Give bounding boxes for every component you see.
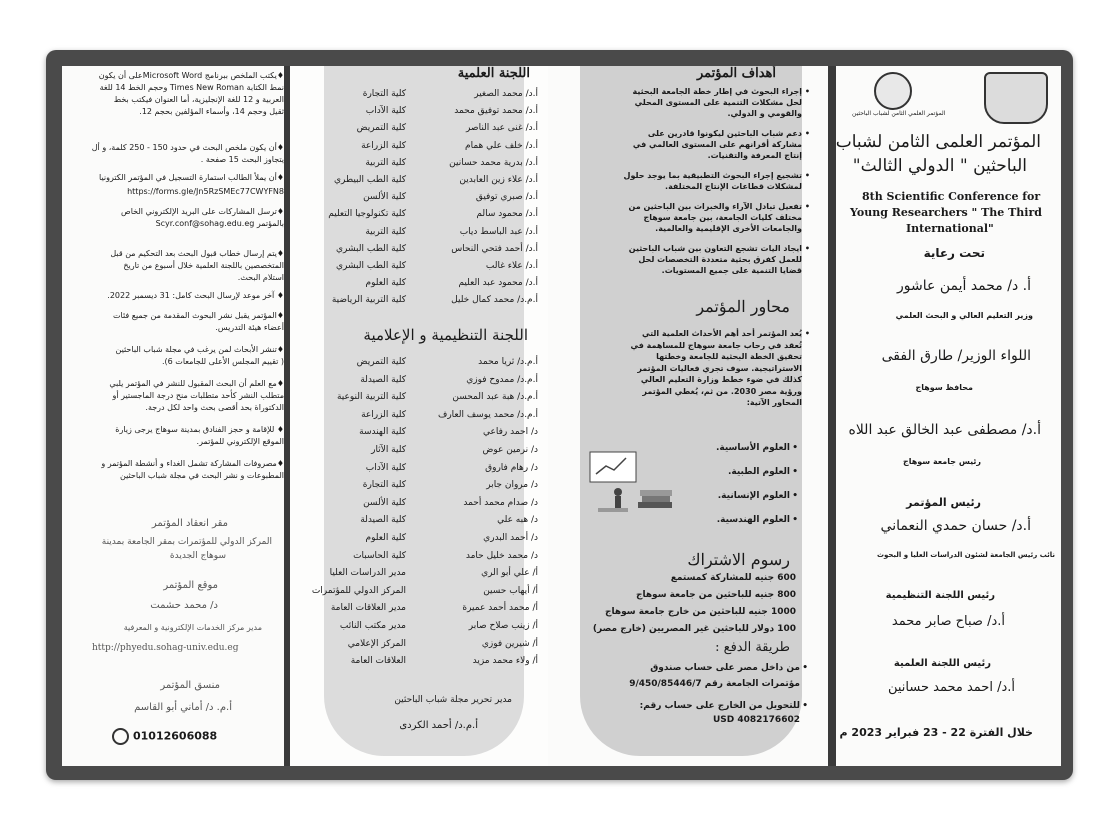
phone-number[interactable]: 01012606088 — [133, 729, 218, 743]
committee-member-faculty: كلية الألسن — [363, 192, 406, 203]
title-en-1: 8th Scientific Conference for — [862, 190, 1041, 203]
site-person: د/ محمد حشمت — [150, 600, 218, 611]
payment-title: طريقة الدفع : — [715, 640, 790, 655]
title-ar-2: الباحثين " الدولي الثالث" — [852, 156, 1027, 176]
organizer-unit: كلية التربية النوعية — [336, 392, 406, 403]
axes-intro-line: تُعقد في رحاب جامعة سوهاج للمساهمة في — [630, 340, 802, 350]
organizer-name: أ.م.د/ هبة عبد المحسن — [452, 392, 538, 403]
committee-member-name: أ.د/ علاء زين العابدين — [459, 175, 538, 185]
instruction-line: متطلب النشر كأحد متطلبات منح درجة الماجستير أو — [112, 391, 284, 400]
committee-member-name: أ.د/ غنى عبد الناصر — [465, 123, 538, 134]
university-seal-icon — [984, 72, 1048, 124]
payment-foreign-line: USD 4082176602 — [712, 715, 800, 725]
instruction-line: المطبوعات و نشر البحث في مجلة شباب الباحثين — [119, 471, 284, 480]
chair-role: نائب رئيس الجامعة لشئون الدراسات العليا و البحوث — [876, 551, 1055, 559]
organizer-name: د/ نرمين عوض — [482, 445, 538, 455]
panel-cover — [836, 66, 1061, 766]
goal-line: • إجراء البحوث في إطار خطة الجامعة البحثية — [633, 86, 802, 97]
axis-item: • العلوم الأساسية. — [716, 442, 790, 454]
patron-2-role: محافظ سوهاج — [915, 383, 973, 392]
organizer-name: أ/ علي أبو الري — [481, 568, 538, 579]
venue-line-2: سوهاج الجديدة — [169, 551, 226, 561]
fee-line: 100 دولار للباحثين غير المصريين (خارج مصر) — [592, 624, 796, 634]
goal-line: والجامعات الأخرى الإقليمية والعالمية. — [655, 224, 802, 233]
committee-member-name: أ.د/ بدرية محمد حسانين — [449, 157, 538, 168]
scientific-committee-title: اللجنة العلمية — [457, 66, 530, 81]
instruction-line: ♦يكتب الملخص ببرنامج Microsoft Wordعلى أن يكون — [98, 71, 284, 80]
goal-line: قضايا التنمية على جميع المستويات. — [661, 266, 802, 275]
goal-line: لحل مشكلات التنمية على المستوى المحلي — [634, 98, 802, 107]
org-head-name: أ.د/ صباح صابر محمد — [891, 614, 1005, 629]
committee-member-faculty: كلية تكنولوجيا التعليم — [328, 209, 406, 220]
organizer-unit: المركز الإعلامي — [347, 638, 406, 649]
organizer-unit: كلية التجارة — [362, 480, 406, 491]
patron-1-name: أ. د/ محمد أيمن عاشور — [897, 278, 1031, 294]
coordinator-name: أ.م. د/ أماني أبو القاسم — [134, 702, 232, 713]
organizer-name: د/ رهام فاروق — [485, 462, 538, 473]
organizer-name: د/ احمد رفاعي — [482, 427, 538, 438]
organizer-unit: كلية الألسن — [363, 497, 406, 508]
committee-member-faculty: كلية التمريض — [356, 123, 406, 134]
organizer-name: د/ مروان جابر — [486, 480, 538, 491]
committee-member-faculty: كلية الطب البشري — [336, 261, 406, 271]
committee-member-name: أ.د/ علاء غالب — [485, 261, 538, 271]
goal-line: لمشكلات قطاعات الإنتاج المختلفة. — [665, 182, 802, 191]
axes-intro-line: المحاور الآتية: — [746, 398, 802, 407]
axes-title: محاور المؤتمر — [696, 297, 790, 316]
committee-member-name: أ.د/ محمد الصغير — [474, 89, 538, 99]
organizer-unit: كلية التمريض — [356, 357, 406, 367]
patron-1-role: وزير التعليم العالي و البحث العلمي — [895, 311, 1033, 320]
axis-item: • العلوم الهندسية. — [717, 514, 790, 526]
instruction-line: ♦ترسل المشاركات على البريد الإلكتروني الخاص — [121, 207, 284, 216]
committee-member-name: أ.م.د/ محمد كمال خليل — [451, 295, 538, 306]
organizer-unit: كلية الزراعة — [361, 409, 406, 420]
organizer-unit: كلية الآداب — [365, 462, 406, 473]
site-url[interactable]: http://phyedu.sohag-univ.edu.eg — [92, 643, 239, 653]
instruction-line: ♦تنشر الأبحاث لمن يرغب في مجلة شباب الباحثين — [115, 345, 284, 354]
axes-intro-line: • يُعد المؤتمر أحد أهم الأحداث العلمية التي — [642, 328, 802, 339]
fee-line: 1000 جنيه للباحثين من خارج جامعة سوهاج — [605, 607, 796, 617]
organizer-unit: كلية الحاسبات — [353, 550, 406, 561]
organizer-unit: كلية الصيدلة — [360, 515, 406, 526]
chair-name: أ.د/ حسان حمدي النعماني — [880, 518, 1031, 534]
site-title: موقع المؤتمر — [163, 580, 218, 591]
instruction-line: ( تقييم المجلس الأعلى للجامعات 6). — [162, 357, 284, 366]
organizer-unit: مدير العلاقات العامة — [330, 603, 406, 614]
editor-title: مدير تحرير مجلة شباب الباحثين — [394, 695, 512, 705]
instruction-line[interactable]: بالمؤتمر Scyr.conf@sohag.edu.eg — [155, 219, 284, 228]
panel-committees — [290, 66, 548, 766]
instruction-line: يتجاوز البحث 15 صفحة . — [200, 155, 284, 164]
instruction-line: ♦مصروفات المشاركة تشمل الغداء و أنشطة المؤتمر و — [101, 459, 284, 468]
organizer-name: أ/ ولاء محمد مزيد — [472, 656, 538, 667]
goal-line: للعمل كفرق بحثية متعددة التخصصات لحل — [638, 255, 802, 264]
venue-line-1: المركز الدولي للمؤتمرات بمقر الجامعة بمدينة — [101, 537, 272, 547]
instruction-line: نمط الكتابة Times New Roman وحجم الخط 14 للغة — [99, 83, 284, 92]
axes-intro-line: تحقيق الخطة البحثية للجامعة وخطتها — [656, 352, 802, 361]
organizer-name: أ/ محمد أحمد عميرة — [462, 603, 538, 614]
committee-member-faculty: كلية الطب البيطري — [333, 175, 406, 185]
committee-member-faculty: كلية التربية الرياضية — [331, 295, 406, 306]
organizer-name: د/ أحمد البدري — [483, 533, 538, 543]
instruction-line: ♦ للإقامة و حجز الفنادق بمدينة سوهاج يرجى زيارة — [115, 425, 284, 434]
axes-intro-line: الاستراتيجية. سوف تجري فعاليات المؤتمر — [637, 363, 802, 373]
goal-line: مشاركة أقرانهم على المستوى العالمي في — [632, 140, 802, 149]
payment-domestic-line: مؤتمرات الجامعة رقم 9/450/85446/7 — [629, 679, 800, 689]
instruction-line: ♦أن يملأ الطالب استمارة التسجيل في المؤتمر الكترونيا — [99, 173, 284, 182]
logo-caption: المؤتمر العلمي الثامن لشباب الباحثين — [852, 110, 946, 117]
goal-line: • ايجاد اليات تشجع التعاون بين شباب الباحثين — [629, 243, 802, 254]
instruction-line: الدكتوراة بحد أقصى بحث واحد لكل درجة. — [145, 403, 284, 412]
axes-intro-line: ورؤية مصر 2030. من ثم، يُغطي المؤتمر — [642, 386, 802, 396]
patronage-title: تحت رعاية — [923, 246, 985, 260]
patron-3-name: أ.د/ مصطفى عبد الخالق عبد اللاه — [848, 422, 1041, 438]
committee-member-name: أ.د/ أحمد فتحي النحاس — [451, 243, 538, 254]
committee-member-name: أ.د/ محمود عبد العليم — [458, 278, 538, 289]
goal-line: والقومي و الدولي. — [727, 109, 802, 118]
panel-goals — [548, 66, 830, 766]
goal-line: • تشجيع إجراء البحوث التطبيقية بما يوجد حلول — [624, 170, 802, 181]
instruction-line: الموقع الإلكتروني للمؤتمر. — [196, 437, 284, 446]
goal-line: • دعم شباب الباحثين ليكونوا قادرين على — [648, 128, 802, 139]
goals-title: أهداف المؤتمر — [696, 66, 776, 81]
research-illustration-icon — [588, 450, 676, 516]
instruction-line: ♦مع العلم أن البحث المقبول للنشر في المؤتمر يلبي — [109, 379, 284, 388]
committee-member-faculty: كلية التربية — [365, 157, 406, 168]
site-role: مدير مركز الخدمات الإلكترونية و المعرفية — [123, 623, 262, 632]
committee-member-name: أ.د/ محمود سالم — [476, 209, 538, 220]
phone-row — [112, 728, 217, 745]
patron-2-name: اللواء الوزير/ طارق الفقى — [881, 348, 1031, 364]
organizer-unit: العلاقات العامة — [350, 656, 406, 667]
committee-member-name: أ.د/ عبد الباسط دياب — [459, 226, 538, 237]
instruction-line: ♦المؤتمر يقبل نشر البحوث المقدمة من جميع فئات — [112, 311, 284, 320]
organizer-name: د/ صدام محمد أحمد — [463, 497, 538, 508]
payment-foreign-line: • للتحويل من الخارج على حساب رقم: — [640, 700, 800, 712]
title-ar-1: المؤتمر العلمى الثامن لشباب — [836, 132, 1041, 152]
organizer-name: أ.م.د/ ثريا محمد — [478, 357, 538, 367]
organizer-name: أ.م.د/ ممدوح فوزي — [466, 374, 538, 385]
organizer-name: د/ هبه علي — [497, 515, 538, 526]
panel-instructions — [62, 66, 290, 766]
instruction-line: استلام البحث. — [237, 273, 284, 282]
axes-intro-line: كذلك في ضوء خطط وزارة التعليم العالي — [640, 375, 802, 384]
instruction-line: ♦ آخر موعد لإرسال البحث كامل: 31 ديسمبر 2022. — [107, 291, 284, 300]
patron-3-role: رئيس جامعة سوهاج — [902, 457, 981, 466]
payment-domestic-line: • من داخل مصر على حساب صندوق — [650, 662, 800, 674]
organizer-name: د/ محمد خليل حامد — [465, 550, 538, 561]
chair-title: رئيس المؤتمر — [906, 496, 981, 509]
organizer-name: أ.م.د/ محمد يوسف العارف — [438, 409, 538, 420]
editor-name: أ.م.د/ أحمد الكردى — [399, 720, 478, 731]
sci-head-title: رئيس اللجنة العلمية — [893, 658, 991, 669]
organizer-unit: كلية الآثار — [371, 445, 406, 455]
committee-member-faculty: كلية التجارة — [362, 89, 406, 99]
coordinator-title: منسق المؤتمر — [160, 680, 220, 691]
organizer-unit: مدير الدراسات العليا — [329, 568, 406, 579]
fee-line: 800 جنيه للباحثين من جامعة سوهاج — [635, 590, 796, 600]
instruction-line: ثقيل وحجم 14، وأسماء المؤلفين بحجم 12. — [139, 107, 284, 116]
fees-title: رسوم الاشتراك — [687, 550, 790, 569]
conference-logo-icon — [874, 72, 912, 110]
goal-line: مختلف كليات الجامعة، بين جامعة سوهاج — [643, 213, 802, 222]
fold-shadow-2 — [828, 66, 836, 766]
title-en-2: Young Researchers " The Third — [850, 206, 1042, 219]
title-en-3: International" — [906, 222, 994, 235]
org-head-title: رئيس اللجنة التنظيمية — [885, 590, 995, 601]
organizer-unit: كلية الصيدلة — [360, 374, 406, 385]
instruction-line: المتخصصين باللجنة العلمية خلال أسبوع من تاريخ — [123, 261, 284, 270]
organizer-name: أ/ شيرين فوزي — [481, 638, 538, 649]
instruction-line: أعضاء هيئة التدريس. — [215, 323, 284, 332]
instruction-line: العربية و 12 للغة الإنجليزية، أما العنوان فيكتب بخط — [113, 95, 284, 104]
committee-member-name: أ.د/ محمد توفيق محمد — [454, 106, 538, 117]
committee-member-faculty: كلية الآداب — [365, 106, 406, 117]
organizer-unit: مدير مكتب النائب — [339, 621, 406, 631]
committee-member-faculty: كلية التربية — [365, 226, 406, 237]
organizer-unit: المركز الدولي للمؤتمرات — [311, 585, 406, 596]
axis-item: • العلوم الإنسانية. — [718, 490, 790, 502]
organizer-unit: كلية العلوم — [365, 533, 406, 543]
venue-title: مقر انعقاد المؤتمر — [151, 518, 228, 529]
committee-member-faculty: كلية الطب البشري — [336, 243, 406, 254]
goal-line: إنتاج المعرفة والتقنيات. — [707, 151, 802, 160]
committee-member-faculty: كلية العلوم — [365, 278, 406, 289]
instruction-line[interactable]: https://forms.gle/Jn5RzSMEc77CWYFN8 — [127, 187, 284, 196]
committee-member-name: أ.د/ صبري توفيق — [475, 192, 538, 203]
committee-member-faculty: كلية الزراعة — [361, 140, 406, 151]
instruction-line: ♦أن يكون ملخص البحث في حدود 150 - 250 كلمة، و أل — [91, 143, 284, 152]
instruction-line: ♦يتم إرسال خطاب قبول البحث بعد التحكيم من قبل — [110, 249, 284, 258]
axis-item: • العلوم الطبية. — [728, 466, 790, 478]
organizer-unit: كلية الهندسة — [359, 427, 406, 438]
phone-icon — [112, 728, 129, 745]
organizing-committee-title: اللجنة التنظيمية و الإعلامية — [363, 326, 528, 344]
organizer-name: أ/ أيهاب حسين — [483, 585, 538, 596]
organizer-name: أ/ زينب صلاح صابر — [468, 621, 538, 631]
goal-line: • تفعيل تبادل الآراء والخبرات بين الباحثين من — [629, 201, 803, 212]
conference-dates: خلال الفترة 22 - 23 فبراير 2023 م — [839, 726, 1033, 739]
committee-member-name: أ.د/ خلف علي همام — [465, 140, 538, 151]
fee-line: 600 جنيه للمشاركة كمستمع — [670, 573, 796, 583]
sci-head-name: أ.د/ احمد محمد حسانين — [887, 680, 1015, 695]
